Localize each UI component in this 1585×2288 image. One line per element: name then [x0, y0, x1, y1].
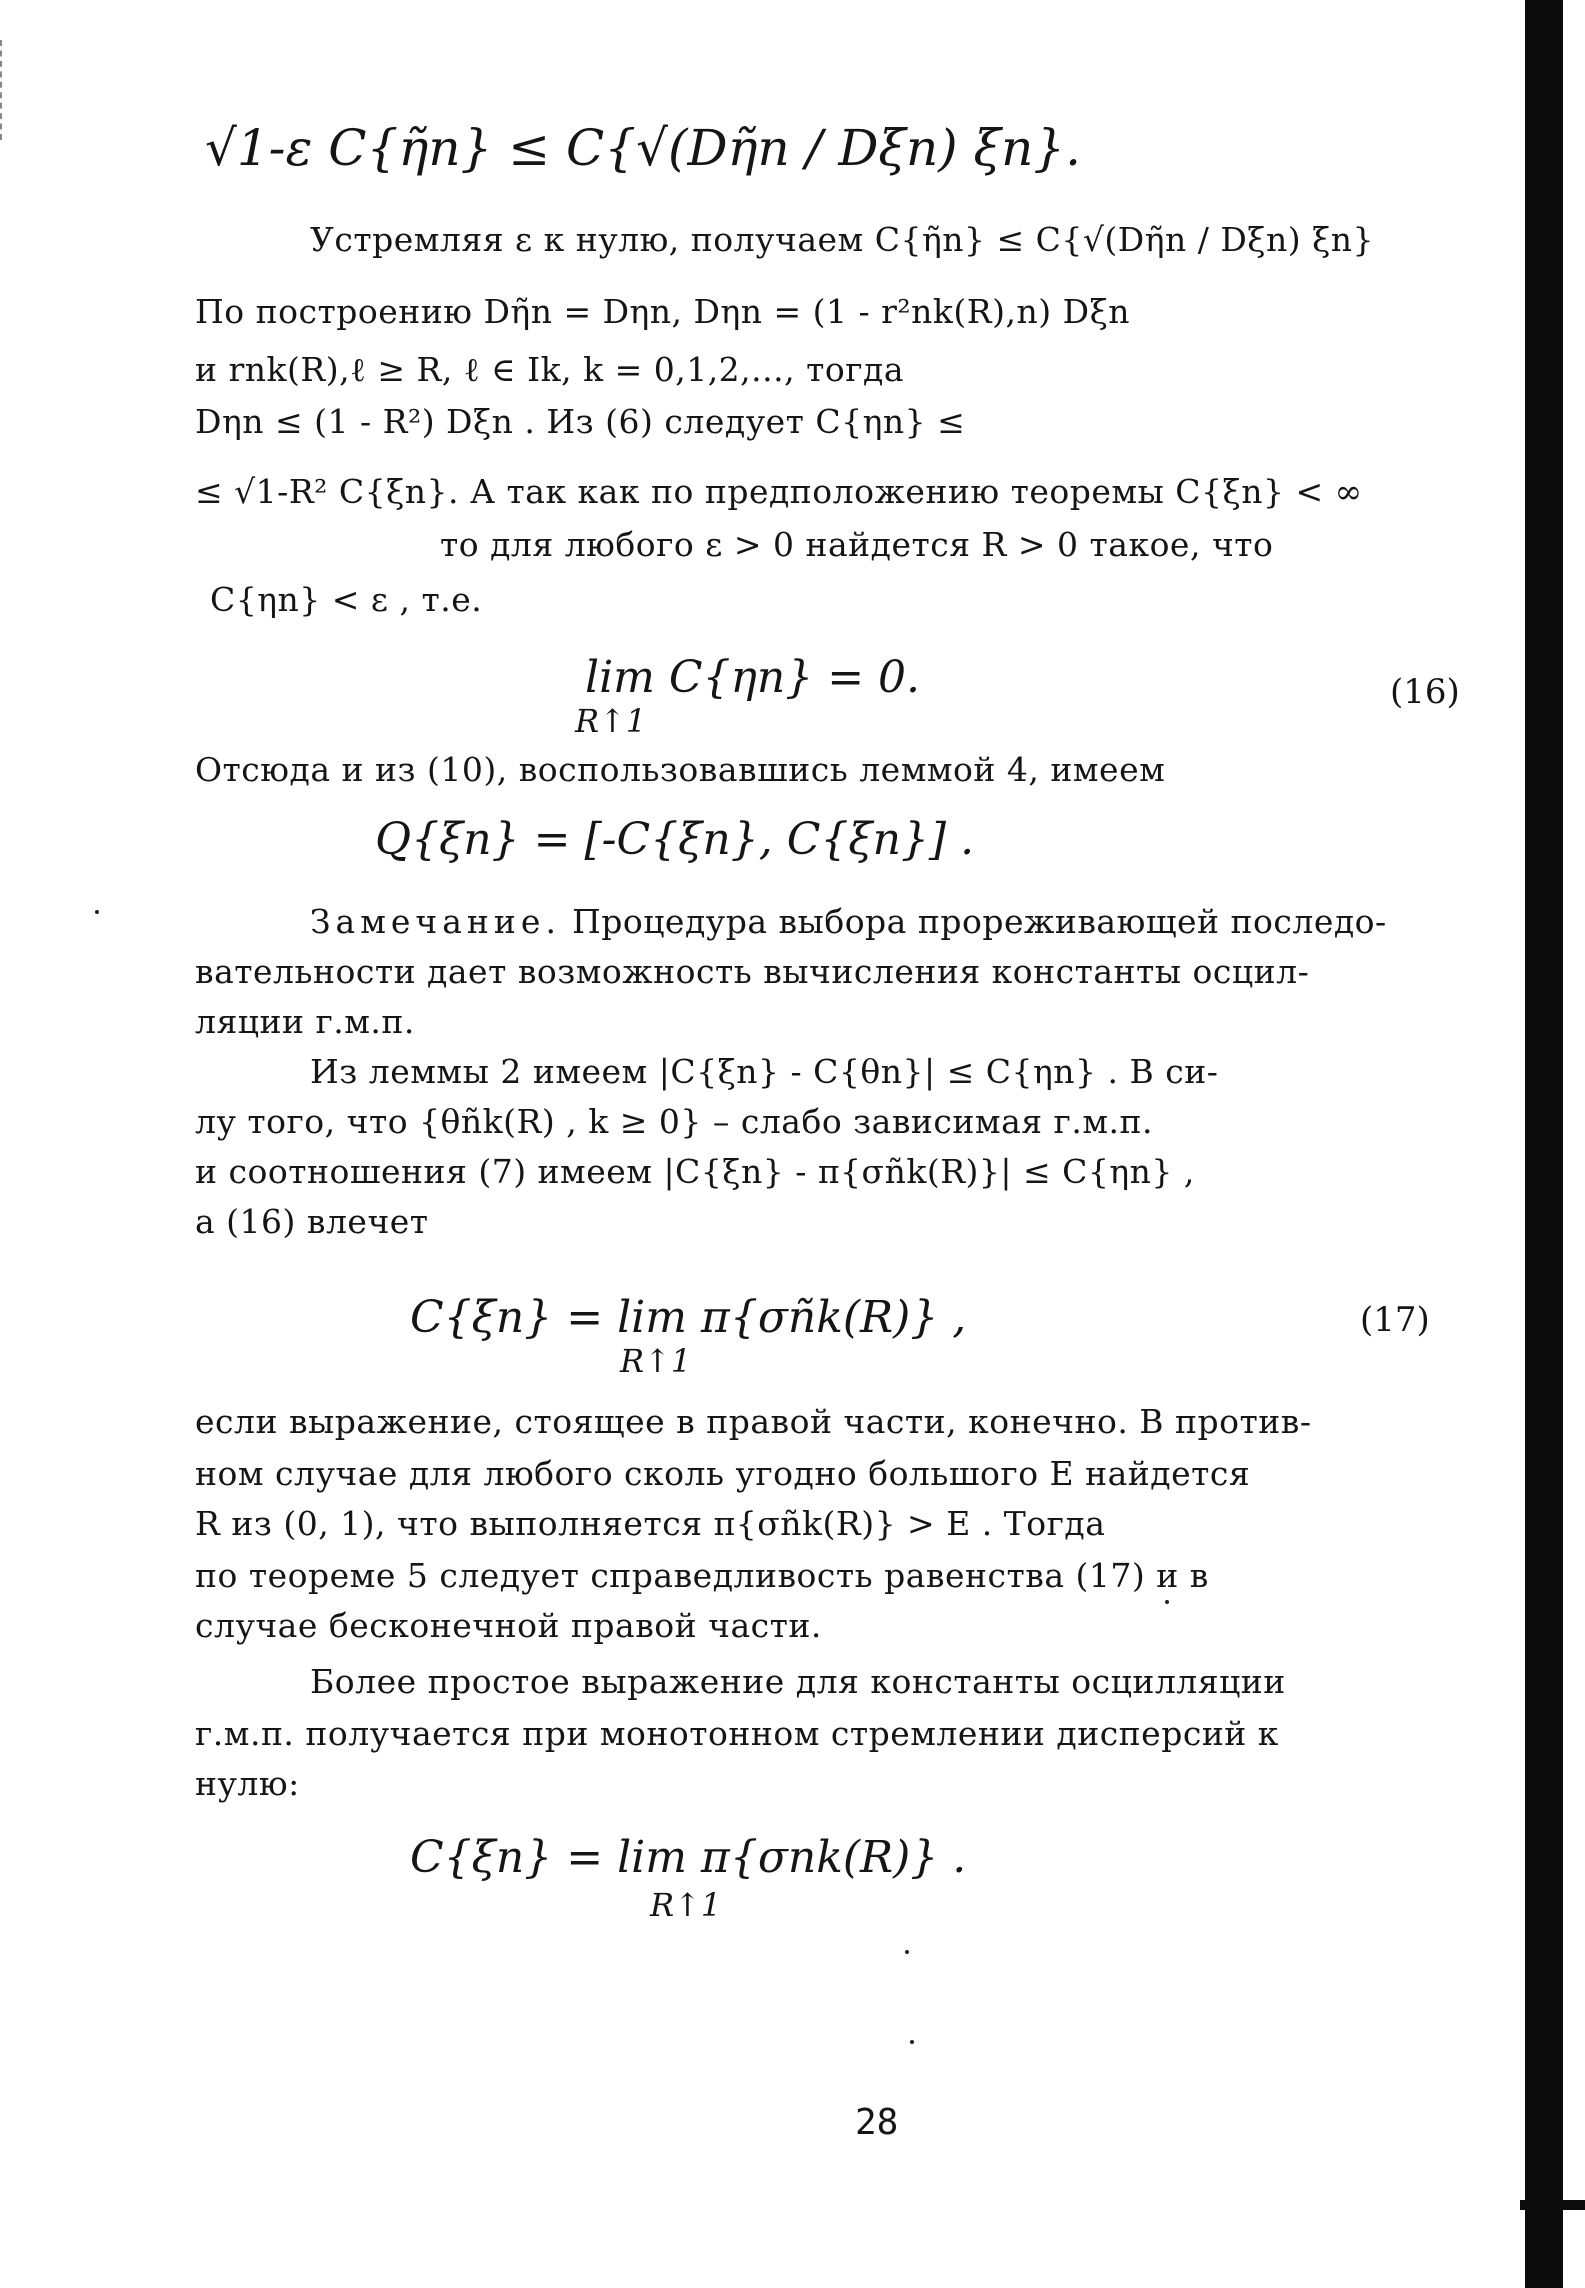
scan-edge-bar: [1525, 0, 1563, 2288]
para3-line-2: ном случае для любого сколь угодно большого E найдется: [195, 1454, 1251, 1493]
page-number: 28: [855, 2102, 899, 2143]
remark-line-2: вательности дает возможность вычисления константы осцил-: [195, 952, 1310, 991]
para3-line-5: случае бесконечной правой части.: [195, 1606, 822, 1645]
para2-line-2: лу того, что {θñk(R) , k ≥ 0} – слабо зависимая г.м.п.: [195, 1102, 1153, 1141]
remark-text-1: Процедура выбора прореживающей последо-: [571, 902, 1387, 941]
equation-17-number: (17): [1360, 1300, 1430, 1340]
text-line-3: и rnk(R),ℓ ≥ R, ℓ ∈ Ik, k = 0,1,2,..., тогда: [195, 350, 905, 389]
formula-top: √1-ε C{η̃n} ≤ C{√(Dη̃n / Dξn) ξn}.: [205, 119, 1082, 177]
equation-16: lim C{ηn} = 0.: [585, 652, 921, 703]
scan-edge-foot: [1520, 2200, 1585, 2210]
equation-17-limit: R↑1: [620, 1342, 692, 1380]
equation-16-number: (16): [1390, 672, 1460, 712]
equation-final-limit: R↑1: [650, 1886, 722, 1924]
equation-17: C{ξn} = lim π{σñk(R)} ,: [410, 1292, 967, 1343]
scan-speck: [910, 2040, 914, 2044]
para3-line-3: R из (0, 1), что выполняется π{σñk(R)} > E . Тогда: [195, 1504, 1106, 1543]
text-line-6: то для любого ε > 0 найдется R > 0 такое, что: [440, 525, 1274, 564]
remark-line-1: [310, 900, 1505, 944]
remark-label: Замечание.: [310, 902, 561, 941]
scan-speck: [905, 1950, 909, 1954]
text-line-1: Устремляя ε к нулю, получаем C{η̃n} ≤ C{√(Dη̃n / Dξn) ξn}: [310, 220, 1375, 259]
para4-line-1: Более простое выражение для константы осцилляции: [310, 1662, 1286, 1701]
para4-line-3: нулю:: [195, 1764, 300, 1803]
para2-line-1: Из леммы 2 имеем |C{ξn} - C{θn}| ≤ C{ηn} . В си-: [310, 1052, 1219, 1091]
para3-line-1: если выражение, стоящее в правой части, конечно. В против-: [195, 1402, 1312, 1441]
text-line-4: Dηn ≤ (1 - R²) Dξn . Из (6) следует C{ηn} ≤: [195, 402, 966, 441]
text-line-7: C{ηn} < ε , т.е.: [210, 580, 483, 619]
para3-line-4: по теореме 5 следует справедливость равенства (17) и в: [195, 1556, 1209, 1595]
para2-line-3: и соотношения (7) имеем |C{ξn} - π{σñk(R)}| ≤ C{ηn} ,: [195, 1152, 1195, 1191]
remark-line-3: ляции г.м.п.: [195, 1002, 415, 1041]
margin-mark: [0, 40, 6, 140]
text-line-5: ≤ √1-R² C{ξn}. А так как по предположению теоремы C{ξn} < ∞: [195, 472, 1363, 511]
scan-speck: [1165, 1600, 1169, 1604]
formula-Q: Q{ξn} = [-C{ξn}, C{ξn}] .: [375, 814, 975, 865]
equation-16-limit: R↑1: [575, 702, 647, 740]
text-line-2: По построению Dη̃n = Dηn, Dηn = (1 - r²nk(R),n) Dξn: [195, 292, 1130, 331]
text-line-after-16: Отсюда и из (10), воспользовавшись леммой 4, имеем: [195, 750, 1166, 789]
para2-line-4: а (16) влечет: [195, 1202, 429, 1241]
scan-speck: [95, 910, 99, 914]
para4-line-2: г.м.п. получается при монотонном стремлении дисперсий к: [195, 1714, 1279, 1753]
equation-final: C{ξn} = lim π{σnk(R)} .: [410, 1832, 967, 1883]
